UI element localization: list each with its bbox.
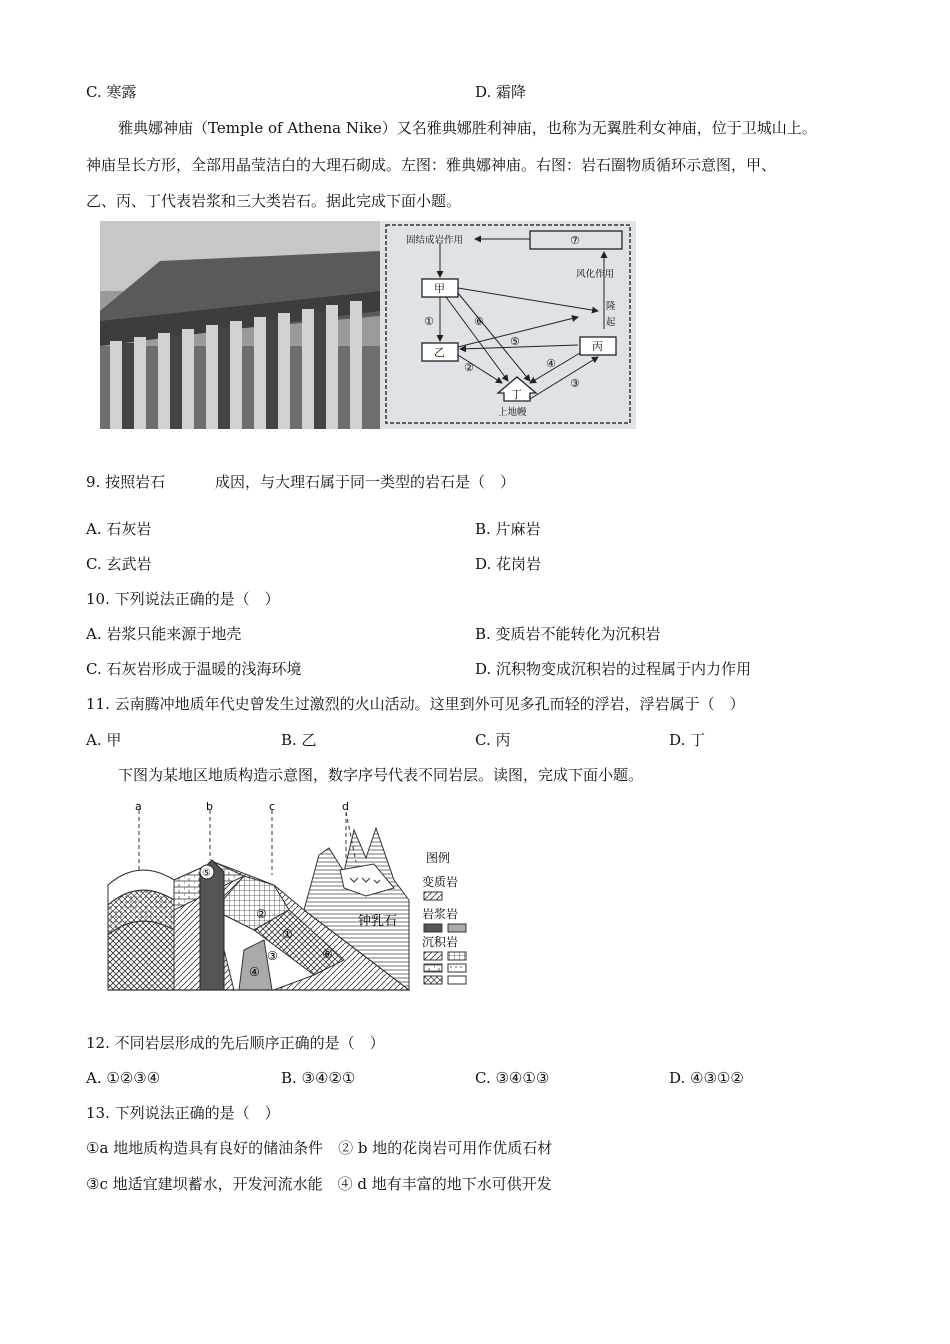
layer-5-label: ⑤	[202, 868, 211, 879]
arrow-5-label: ⑤	[510, 335, 520, 348]
q9-stem-part-1: 9. 按照岩石	[86, 473, 166, 491]
arrow-1-label: ①	[424, 315, 434, 328]
arrow-6-label: ⑥	[474, 315, 484, 328]
q9-option-a: A. 石灰岩	[86, 520, 152, 538]
q9-stem-part-2: 成因，与大理石属于同一类型的岩石是（ ）	[215, 473, 516, 491]
arrow-4-label: ④	[546, 357, 556, 370]
q11-option-a: A. 甲	[86, 731, 122, 749]
q11-option-d: D. 丁	[669, 731, 706, 749]
q11-stem: 11. 云南腾冲地质年代史曾发生过激烈的火山活动。这里到外可见多孔而轻的浮岩，浮岩属于（ ）	[86, 695, 745, 713]
q10-option-a: A. 岩浆只能来源于地壳	[86, 625, 242, 643]
q13-statements-3-4: ③c 地适宜建坝蓄水，开发河流水能 ④ d 地有丰富的地下水可供开发	[86, 1175, 552, 1193]
intro-paragraph-line-3: 乙、丙、丁代表岩浆和三大类岩石。据此完成下面小题。	[86, 192, 462, 210]
legend-swatch-sed-4	[448, 964, 466, 972]
solidify-label: 固结成岩作用	[406, 235, 464, 246]
q12-option-a: A. ①②③④	[86, 1069, 161, 1087]
q11-option-c: C. 丙	[475, 731, 511, 749]
legend-swatch-igneous-1	[424, 924, 442, 932]
arrow-2-label: ②	[464, 361, 474, 374]
uplift-label-2: 起	[606, 317, 616, 328]
legend-sedimentary: 沉积岩	[422, 935, 459, 949]
marker-a-label: a	[135, 800, 142, 813]
q12-option-c: C. ③④①③	[475, 1069, 550, 1087]
box-7-label: ⑦	[570, 234, 580, 247]
q12-stem: 12. 不同岩层形成的先后顺序正确的是（ ）	[86, 1034, 385, 1052]
weathering-label: 风化作用	[576, 269, 615, 280]
q10-option-c: C. 石灰岩形成于温暖的浅海环境	[86, 660, 302, 678]
q10-option-b: B. 变质岩不能转化为沉积岩	[475, 625, 661, 643]
q12-option-d: D. ④③①②	[669, 1069, 744, 1087]
q9-option-c: C. 玄武岩	[86, 555, 152, 573]
legend-swatch-metamorphic	[424, 892, 442, 900]
layer-2-label: ②	[256, 907, 267, 921]
stalactite-label: 钟乳石	[358, 914, 398, 929]
ding-label: 丁	[511, 388, 522, 401]
q8-option-d: D. 霜降	[475, 83, 527, 101]
arrow-3-label: ③	[570, 377, 580, 390]
marker-d-label: d	[342, 800, 349, 813]
legend-swatch-sed-3	[424, 964, 442, 972]
mantle-label: 上地幔	[498, 407, 527, 418]
layer-4-label: ④	[249, 965, 260, 979]
marker-c-label: c	[269, 800, 276, 813]
q9-option-b: B. 片麻岩	[475, 520, 541, 538]
uplift-label-1: 隆	[606, 301, 616, 312]
intro-paragraph-line-1: 雅典娜神庙（Temple of Athena Nike）又名雅典娜胜利神庙，也称为无翼胜利女神庙，位于卫城山上。	[118, 119, 817, 137]
intro-paragraph-2: 下图为某地区地质构造示意图，数字序号代表不同岩层。读图，完成下面小题。	[118, 766, 644, 784]
legend-swatch-sed-1	[424, 952, 442, 960]
geologic-structure-diagram	[104, 800, 474, 996]
yi-label: 乙	[434, 346, 445, 359]
legend-metamorphic: 变质岩	[422, 875, 459, 889]
q11-option-b: B. 乙	[281, 731, 317, 749]
q13-statements-1-2: ①a 地地质构造具有良好的储油条件 ② b 地的花岗岩可用作优质石材	[86, 1139, 553, 1157]
q13-stem: 13. 下列说法正确的是（ ）	[86, 1104, 280, 1122]
q9-option-d: D. 花岗岩	[475, 555, 542, 573]
layer-6-label: ⑥	[322, 947, 333, 961]
q8-option-c: C. 寒露	[86, 83, 137, 101]
legend-igneous: 岩浆岩	[422, 907, 459, 921]
athena-temple-photo	[100, 221, 380, 429]
bing-label: 丙	[592, 340, 603, 353]
rock-cycle-diagram	[380, 221, 636, 429]
legend-swatch-sed-2	[448, 952, 466, 960]
layer-1-label: ①	[282, 927, 293, 941]
q10-option-d: D. 沉积物变成沉积岩的过程属于内力作用	[475, 660, 752, 678]
legend-swatch-sed-6	[448, 976, 466, 984]
layer-3-label: ③	[267, 949, 278, 963]
legend-swatch-sed-5	[424, 976, 442, 984]
intro-paragraph-line-2: 神庙呈长方形，全部用晶莹洁白的大理石砌成。左图：雅典娜神庙。右图：岩石圈物质循环示意图，甲、	[86, 156, 777, 174]
legend-swatch-igneous-2	[448, 924, 466, 932]
jia-label: 甲	[434, 282, 445, 295]
q10-stem: 10. 下列说法正确的是（ ）	[86, 590, 280, 608]
marker-b-label: b	[206, 800, 213, 813]
q12-option-b: B. ③④②①	[281, 1069, 356, 1087]
legend-title: 图例	[426, 851, 451, 865]
